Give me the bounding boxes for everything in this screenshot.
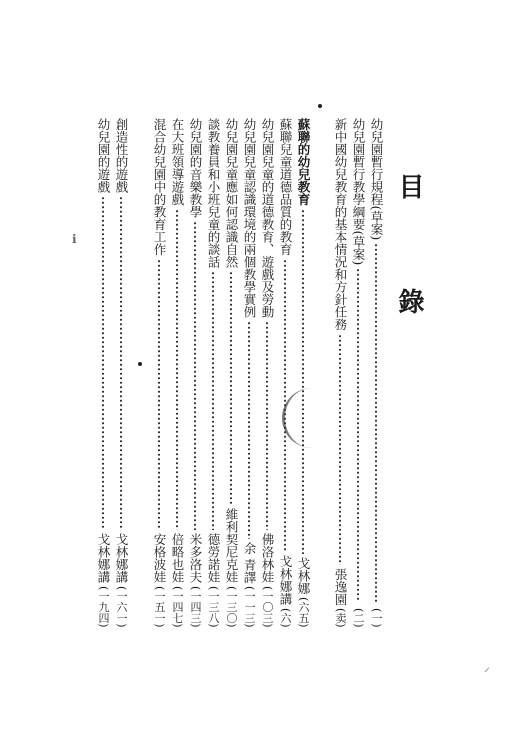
entry-author: 倍略也娃 [170, 533, 185, 584]
entry-page: (六五) [297, 597, 310, 628]
toc-entry [278, 118, 292, 628]
entry-page: (一三〇) [225, 586, 238, 628]
entry-page: (二) [352, 608, 365, 628]
section-bullet [138, 362, 142, 366]
toc-entry [206, 118, 220, 628]
leader-dots [224, 271, 238, 505]
leader-dots [242, 321, 256, 539]
toc-entry [224, 118, 238, 628]
toc-entry [296, 118, 310, 628]
toc-entry [369, 118, 383, 628]
entry-page: (一一三) [243, 586, 256, 628]
entry-title: 蘇聯兒童道德品質的教育 [278, 118, 293, 256]
entry-page: (一九四) [97, 586, 110, 628]
entry-page: (一〇三) [261, 586, 274, 628]
entry-author: 米多洛夫 [188, 533, 203, 584]
entry-title: 混合幼兒園中的教育工作 [152, 118, 167, 256]
toc-entry [260, 118, 274, 628]
entry-author: 德勞諾娃 [206, 533, 221, 584]
entry-page: (一四七) [171, 586, 184, 628]
entry-title: 創造性的遊戲 [114, 118, 129, 193]
toc-entry [96, 118, 110, 628]
entry-title: 幼兒園的遊戲 [96, 118, 111, 193]
entry-author: 戈林娜講 [114, 533, 129, 584]
entry-author: 安格波娃 [152, 533, 167, 584]
entry-title: 幼兒園暫行規程(草案) [369, 118, 384, 241]
leader-dots [96, 196, 110, 530]
entry-title: 幼兒園兒童認識環境的兩個教學實例 [242, 118, 257, 318]
entry-page: (一) [370, 608, 383, 628]
entry-page: (一三八) [207, 586, 220, 628]
entry-title: 談教養員和小班兒童的談話 [206, 118, 221, 268]
entry-title: 新中國幼兒教育的基本情況和方針任務 [333, 118, 348, 331]
section-bullet [318, 104, 322, 108]
entry-page: (卖) [334, 608, 347, 628]
leader-dots [333, 334, 347, 565]
leader-dots [188, 221, 202, 530]
toc-entry [333, 118, 347, 628]
table-of-contents [0, 118, 506, 638]
entry-page: (一六一) [115, 586, 128, 628]
leader-dots [260, 321, 274, 530]
entry-title: 幼兒園兒童應如何認識自然 [224, 118, 239, 268]
entry-title: 幼兒園的音樂教學 [188, 118, 203, 218]
toc-entry [242, 118, 256, 628]
margin-mark: ⸝ [484, 660, 491, 674]
entry-author: 余 青譯 [242, 541, 257, 584]
margin-mark: ℹ [72, 232, 77, 246]
entry-page: (六) [279, 608, 292, 628]
toc-entry [114, 118, 128, 628]
entry-author: 戈林娜講 [96, 533, 111, 584]
entry-author: 戈林娜講 [278, 555, 293, 606]
entry-title: 蘇聯的幼兒教育 [296, 118, 311, 206]
entry-title: 在大班領導遊戲 [170, 118, 185, 206]
leader-dots [170, 209, 184, 531]
leader-dots [296, 209, 310, 554]
leader-dots [152, 259, 166, 531]
toc-entry [152, 118, 166, 628]
leader-dots [206, 271, 220, 530]
leader-dots [351, 268, 365, 602]
entry-author: 佛洛林娃 [260, 533, 275, 584]
entry-author: 張逸園 [333, 567, 348, 606]
entry-page: (一四三) [189, 586, 202, 628]
toc-entry [188, 118, 202, 628]
toc-entry [351, 118, 365, 628]
page-title: 目 錄 [394, 173, 424, 355]
entry-title: 幼兒園兒童的道德教育、遊戲及勞動 [260, 118, 275, 318]
leader-dots [114, 196, 128, 530]
entry-author: 戈林娜 [296, 556, 311, 595]
entry-page: (一五一) [153, 586, 166, 628]
toc-entry [170, 118, 184, 628]
leader-dots [369, 243, 383, 602]
entry-author: 維利契尼克娃 [224, 508, 239, 584]
entry-title: 幼兒園暫行教學綱要(草案) [351, 118, 366, 266]
